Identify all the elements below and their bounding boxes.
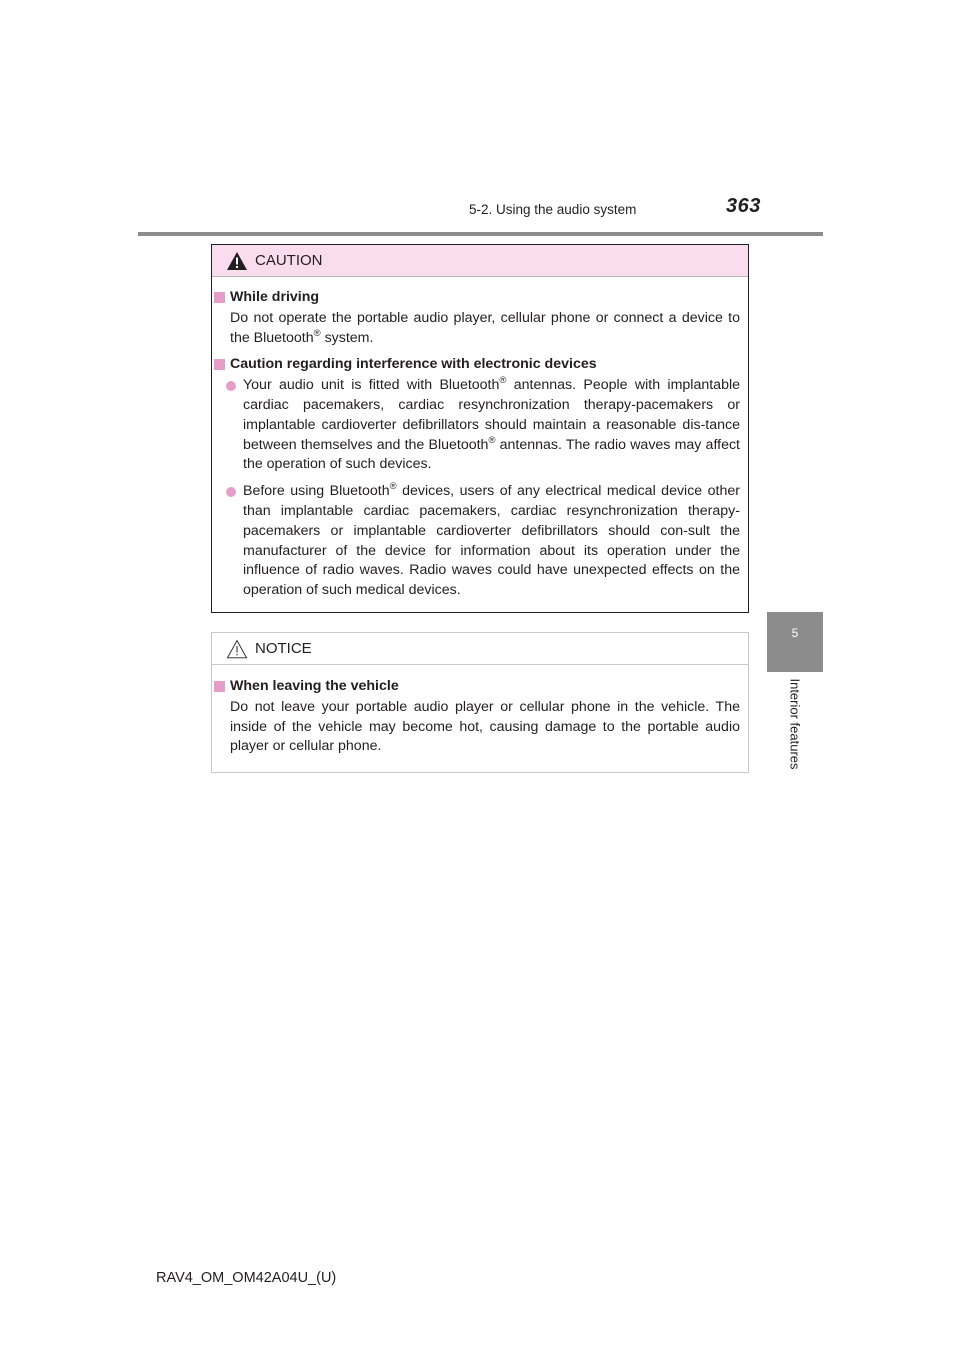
- caution-section-text: [230, 309, 740, 349]
- chapter-tab: [767, 612, 823, 672]
- heading-text: Caution regarding interference with electronic devices: [230, 356, 597, 373]
- notice-box: [211, 632, 749, 773]
- text-part: antennas. The radio waves may affect the operation of such devices.: [243, 436, 740, 473]
- notice-section-heading: [212, 677, 748, 697]
- text-part: devices, users of any electrical medical device other than implantable cardiac pacemakers, cardiac resynchronization therapy-pacemakers or implantable cardioverter defibrillators should con-sult the manufacturer of the device for information about its operation under the influence of radio waves. Radio waves could have unexpected effects on the operation of such medical devices.: [243, 483, 740, 599]
- heading-text: While driving: [230, 289, 320, 305]
- registered-mark: ®: [488, 434, 496, 446]
- text-part: Do not operate the portable audio player, cellular phone or connect a device to the Bluetooth: [230, 309, 740, 346]
- warning-triangle-icon: [226, 251, 248, 271]
- notice-header: [212, 633, 748, 665]
- caution-section-heading: [212, 355, 748, 375]
- circle-bullet-icon: [226, 487, 236, 497]
- page-number: 363: [726, 195, 761, 217]
- notice-title: NOTICE: [255, 640, 312, 657]
- caution-box: [211, 244, 749, 613]
- document-code: RAV4_OM_OM42A04U_(U): [156, 1270, 337, 1286]
- caution-body: [212, 288, 748, 601]
- square-bullet-icon: [214, 359, 225, 370]
- square-bullet-icon: [214, 292, 225, 303]
- text-part: antennas. People with implantable cardiac pacemakers, cardiac resynchronization therapy-pacemakers or implantable cardioverter defibrillators should maintain a reasonable dis-tance between themselves and the Bluetooth: [243, 377, 740, 453]
- warning-triangle-outline-icon: [226, 639, 248, 659]
- square-bullet-icon: [214, 681, 225, 692]
- registered-mark: ®: [499, 375, 507, 387]
- circle-bullet-icon: [226, 381, 236, 391]
- text-part: Your audio unit is fitted with Bluetooth: [243, 377, 500, 394]
- registered-mark: ®: [389, 481, 397, 493]
- chapter-tab-label: [767, 672, 823, 788]
- notice-body: [212, 677, 748, 757]
- caution-section-heading: [212, 288, 748, 308]
- caution-bullet: [243, 376, 740, 475]
- chapter-number: 5: [791, 626, 799, 640]
- caution-header: [212, 245, 748, 277]
- text-part: Before using Bluetooth: [243, 483, 390, 500]
- registered-mark: ®: [313, 327, 321, 339]
- caution-bullet: [243, 482, 740, 601]
- text-part: system.: [320, 329, 374, 346]
- notice-section-text: Do not leave your portable audio player or cellular phone in the vehicle. The inside of the vehicle may become hot, causing damage to the portable audio player or cellular phone.: [230, 698, 740, 755]
- header-divider: [138, 232, 823, 236]
- caution-title: CAUTION: [255, 252, 323, 269]
- section-title: 5-2. Using the audio system: [469, 202, 637, 217]
- heading-text: When leaving the vehicle: [230, 678, 399, 694]
- chapter-title: Interior features: [787, 678, 803, 770]
